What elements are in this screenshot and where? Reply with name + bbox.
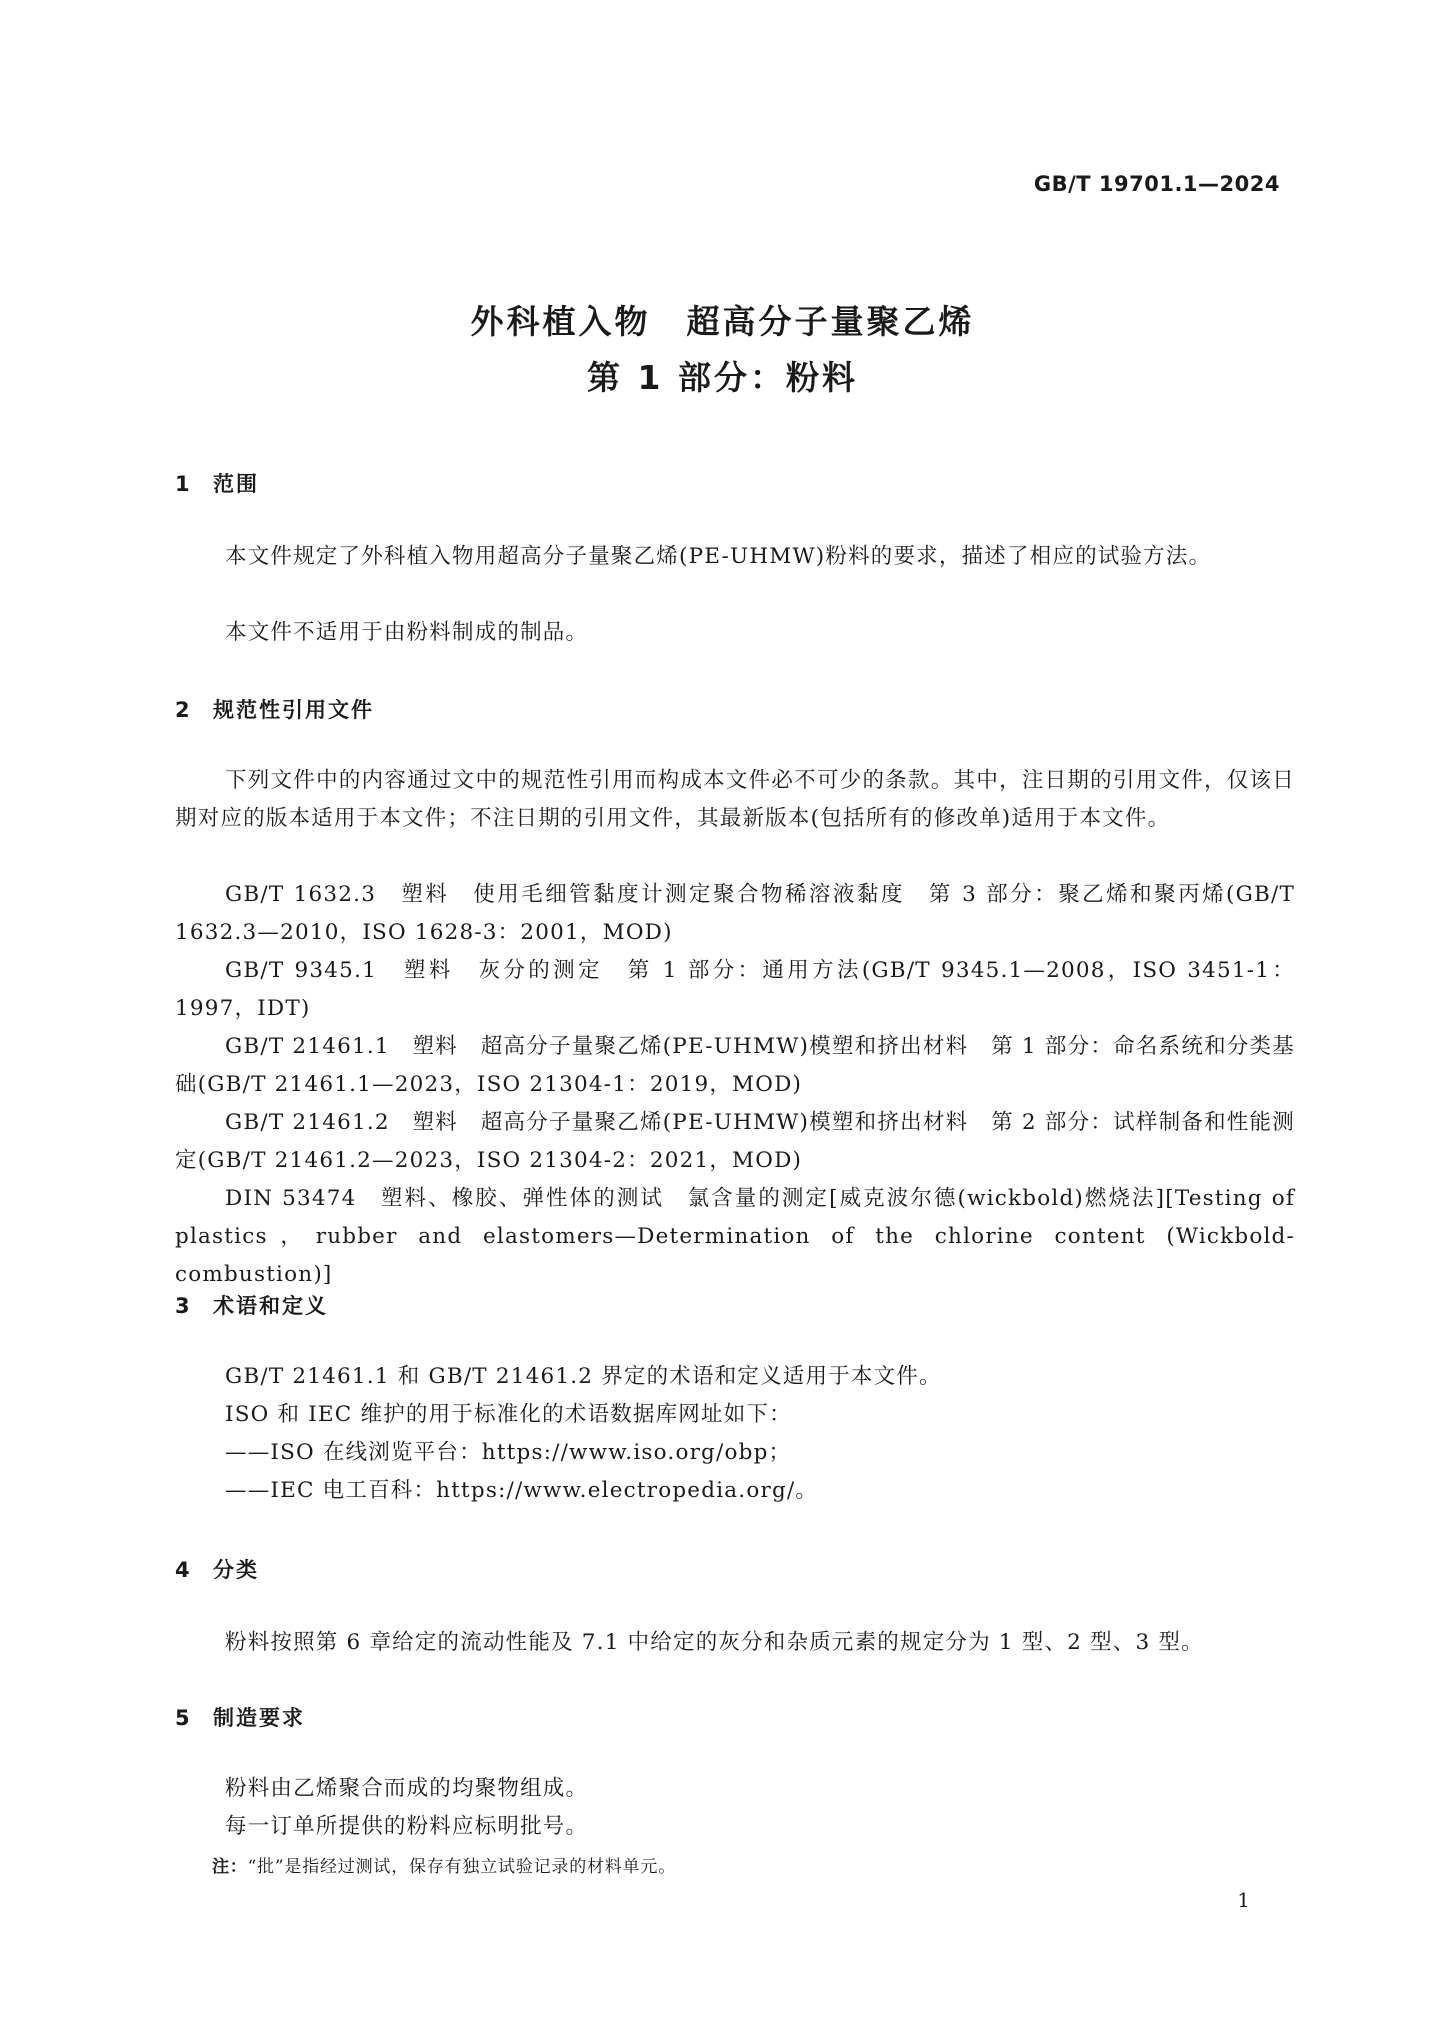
section-title: 分类 (213, 1558, 259, 1582)
section-number: 1 (175, 472, 192, 496)
reference-gbt-21461-1: GB/T 21461.1 塑料 超高分子量聚乙烯(PE-UHMW)模塑和挤出材料 第 1 部分：命名系统和分类基础(GB/T 21461.1—2023，ISO 21304-1：2019，MOD) (175, 1034, 1295, 1097)
section-5-paragraph-1: 粉料由乙烯聚合而成的均聚物组成。 (225, 1776, 589, 1801)
document-title-line1: 外科植入物 超高分子量聚乙烯 (470, 302, 975, 341)
reference-gbt-21461-2: GB/T 21461.2 塑料 超高分子量聚乙烯(PE-UHMW)模塑和挤出材料 第 2 部分：试样制备和性能测定(GB/T 21461.2—2023，ISO 21304-2：2021，MOD) (175, 1110, 1295, 1173)
reference-gbt-9345-1: GB/T 9345.1 塑料 灰分的测定 第 1 部分：通用方法(GB/T 9345.1—2008，ISO 3451-1：1997，IDT) (175, 958, 1295, 1021)
section-5-paragraph-2: 每一订单所提供的粉料应标明批号。 (225, 1814, 589, 1839)
section-number: 4 (175, 1558, 192, 1582)
section-number: 2 (175, 698, 192, 722)
section-5-heading (175, 1702, 305, 1732)
section-4-heading (175, 1554, 259, 1584)
section-title: 术语和定义 (213, 1294, 328, 1318)
iso-obp-link: ——ISO 在线浏览平台：https://www.iso.org/obp； (225, 1440, 792, 1465)
section-2-paragraph-1: 下列文件中的内容通过文中的规范性引用而构成本文件必不可少的条款。其中，注日期的引用文件，仅该日期对应的版本适用于本文件；不注日期的引用文件，其最新版本(包括所有的修改单)适用于本文件。 (175, 768, 1295, 831)
reference-gbt-1632-3: GB/T 1632.3 塑料 使用毛细管黏度计测定聚合物稀溶液黏度 第 3 部分：聚乙烯和聚丙烯(GB/T 1632.3—2010，ISO 1628-3：2001，MOD) (175, 882, 1295, 945)
iec-electropedia-link: ——IEC 电工百科：https://www.electropedia.org/。 (225, 1478, 819, 1503)
page-number: 1 (1237, 1888, 1250, 1912)
section-title: 范围 (213, 472, 259, 496)
section-5-note (212, 1852, 676, 1877)
section-number: 3 (175, 1294, 192, 1318)
section-3-heading (175, 1290, 328, 1320)
note-label: 注： (212, 1857, 248, 1877)
section-3-paragraph-2: ISO 和 IEC 维护的用于标准化的术语数据库网址如下： (225, 1402, 792, 1427)
standard-number: GB/T 19701.1—2024 (1033, 172, 1280, 196)
section-title: 规范性引用文件 (213, 698, 374, 722)
document-title-line2: 第 1 部分：粉料 (587, 358, 858, 397)
section-1-paragraph-2: 本文件不适用于由粉料制成的制品。 (225, 620, 589, 645)
section-1-paragraph-1: 本文件规定了外科植入物用超高分子量聚乙烯(PE-UHMW)粉料的要求，描述了相应的试验方法。 (225, 544, 1212, 569)
section-4-paragraph-1: 粉料按照第 6 章给定的流动性能及 7.1 中给定的灰分和杂质元素的规定分为 1 型、2 型、3 型。 (225, 1630, 1204, 1655)
reference-din-53474: DIN 53474 塑料、橡胶、弹性体的测试 氯含量的测定[威克波尔德(wickbold)燃烧法][Testing of plastics，rubber and elastomers—Determination of the chlorine content (Wickbold-combustion)] (175, 1186, 1295, 1287)
section-3-paragraph-1: GB/T 21461.1 和 GB/T 21461.2 界定的术语和定义适用于本文件。 (225, 1364, 942, 1389)
section-number: 5 (175, 1706, 192, 1730)
section-1-heading (175, 468, 259, 498)
note-text: “批”是指经过测试，保存有独立试验记录的材料单元。 (247, 1857, 676, 1877)
section-2-heading (175, 694, 374, 724)
section-title: 制造要求 (213, 1706, 305, 1730)
